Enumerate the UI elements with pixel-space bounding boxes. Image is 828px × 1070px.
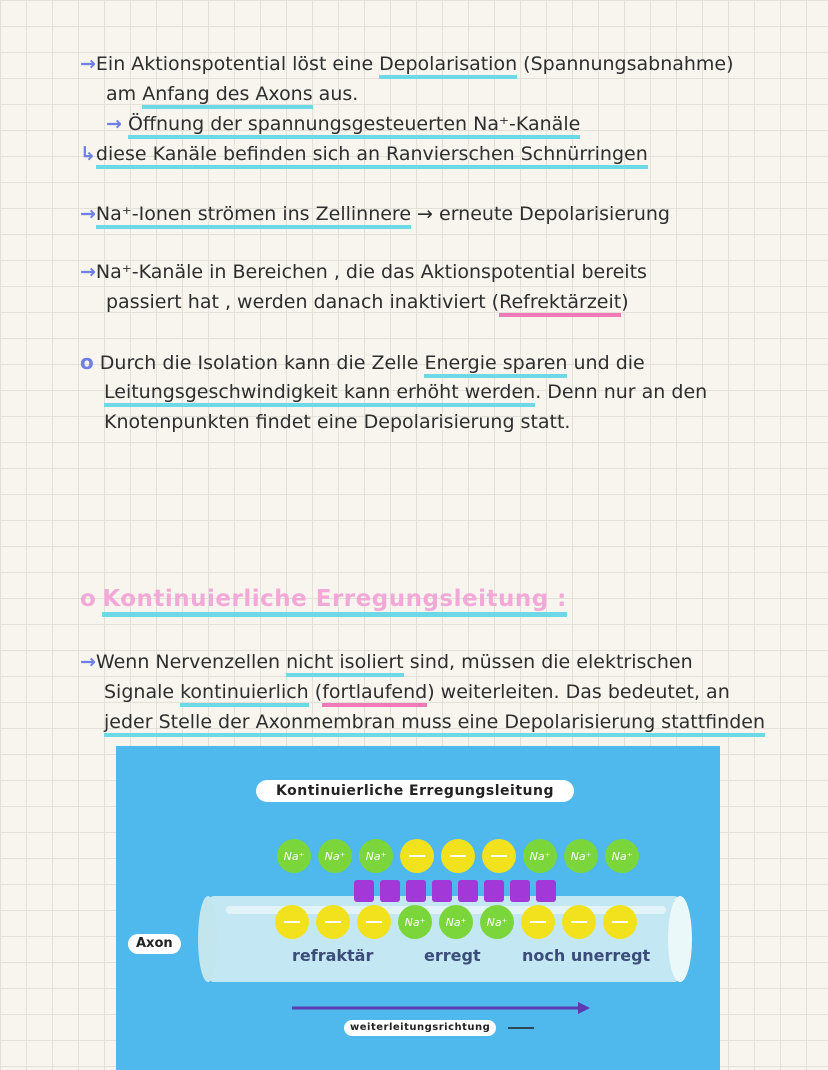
p5-line-3 [104, 710, 765, 734]
top-ion-row [277, 839, 639, 873]
direction-label: weiterleitungsrichtung [344, 1020, 496, 1036]
sodium-ion-label: Na⁺ [404, 916, 426, 929]
sodium-ion [564, 839, 598, 873]
p1-line-2: am Anfang des Axons aus. [106, 82, 358, 106]
p3-line-2: passiert hat , werden danach inaktiviert (Refrektärzeit) [106, 290, 629, 314]
sodium-ion [605, 839, 639, 873]
highlight-depolarisation: Depolarisation [379, 53, 517, 79]
p1-line-3 [106, 112, 580, 136]
negative-charge [603, 905, 637, 939]
highlight-progressive: fortlaufend [322, 681, 427, 707]
negative-charge [316, 905, 350, 939]
sodium-ion-label: Na⁺ [365, 850, 387, 863]
negative-charge [562, 905, 596, 939]
ion-channel [510, 880, 530, 902]
highlight-na-ions: Na⁺-Ionen strömen ins Zellinnere [96, 203, 411, 229]
ion-channel [484, 880, 504, 902]
sodium-ion [398, 905, 432, 939]
negative-charge [357, 905, 391, 939]
arrow-right-icon: → [106, 113, 122, 135]
p2-line: →Na⁺-Ionen strömen ins Zellinnere → erneute Depolarisierung [80, 202, 670, 226]
sodium-ion-label: Na⁺ [486, 916, 508, 929]
sodium-ion [480, 905, 514, 939]
direction-arrow-head [578, 1002, 590, 1014]
ion-channel [406, 880, 426, 902]
sodium-ion-label: Na⁺ [283, 850, 305, 863]
diagram-title: Kontinuierliche Erregungsleitung [256, 780, 574, 802]
p5-line-1: →Wenn Nervenzellen nicht isoliert sind, müssen die elektrischen [80, 650, 693, 674]
arrow-right-icon: → [80, 651, 96, 673]
p5-line-2: Signale kontinuierlich (fortlaufend) weiterleiten. Das bedeutet, an [104, 680, 730, 704]
axon-label: Axon [128, 934, 181, 954]
p4-line-3: Knotenpunkten findet eine Depolarisierung statt. [104, 411, 571, 433]
sodium-ion-label: Na⁺ [570, 850, 592, 863]
p1-line-1: →Ein Aktionspotential löst eine Depolarisation (Spannungsabnahme) [80, 52, 734, 76]
negative-charge [521, 905, 555, 939]
highlight-continuous: kontinuierlich [180, 681, 309, 707]
negative-charge [400, 839, 434, 873]
highlight-ranvier: diese Kanäle befinden sich an Ranvierschen Schnürringen [96, 143, 648, 169]
sodium-ion [318, 839, 352, 873]
highlight-axon-start: Anfang des Axons [142, 83, 312, 109]
sodium-ion-label: Na⁺ [324, 850, 346, 863]
highlight-membrane: jeder Stelle der Axonmembran muss eine Depolarisierung stattfinden [104, 711, 765, 737]
ion-channel [432, 880, 452, 902]
axon-end-right [668, 896, 692, 982]
zone-excited-label: erregt [424, 946, 481, 965]
ion-channel [536, 880, 556, 902]
ion-channel [354, 880, 374, 902]
p1-line-4 [80, 142, 648, 166]
p3-line-1: →Na⁺-Kanäle in Bereichen , die das Aktionspotential bereits [80, 261, 647, 283]
axon-end-left [198, 896, 218, 982]
highlight-speed: Leitungsgeschwindigkeit kann erhöht werden [104, 381, 535, 407]
p4-line-1: o Durch die Isolation kann die Zelle Energie sparen und die [80, 350, 645, 375]
sodium-ion-label: Na⁺ [529, 850, 551, 863]
circle-bullet-icon: o [80, 586, 97, 612]
highlight-channels: Öffnung der spannungsgesteuerten Na⁺-Kanäle [128, 113, 580, 139]
zone-unexcited-label: noch unerregt [522, 946, 651, 965]
negative-charge [275, 905, 309, 939]
arrow-right-icon: → [80, 261, 96, 283]
bottom-ion-row [275, 905, 637, 939]
negative-charge [441, 839, 475, 873]
circle-bullet-icon: o [80, 350, 94, 374]
ion-channel [458, 880, 478, 902]
p4-line-2: Leitungsgeschwindigkeit kann erhöht werden. Denn nur an den [104, 380, 707, 404]
sodium-ion-label: Na⁺ [445, 916, 467, 929]
sodium-ion [359, 839, 393, 873]
highlight-not-isolated: nicht isoliert [286, 651, 404, 677]
highlight-energy: Energie sparen [424, 352, 567, 378]
return-arrow-icon: ↳ [80, 143, 96, 165]
sodium-ion [277, 839, 311, 873]
section-heading: o Kontinuierliche Erregungsleitung : [80, 586, 567, 612]
sodium-ion [439, 905, 473, 939]
zone-refractory-label: refraktär [292, 946, 374, 965]
arrow-right-icon: → [80, 53, 96, 75]
negative-charge [482, 839, 516, 873]
sodium-ion-label: Na⁺ [611, 850, 633, 863]
arrow-right-icon: → [80, 203, 96, 225]
ion-channel [380, 880, 400, 902]
conduction-diagram [116, 746, 720, 1070]
sodium-ion [523, 839, 557, 873]
highlight-refractory: Refrektärzeit [499, 291, 621, 317]
